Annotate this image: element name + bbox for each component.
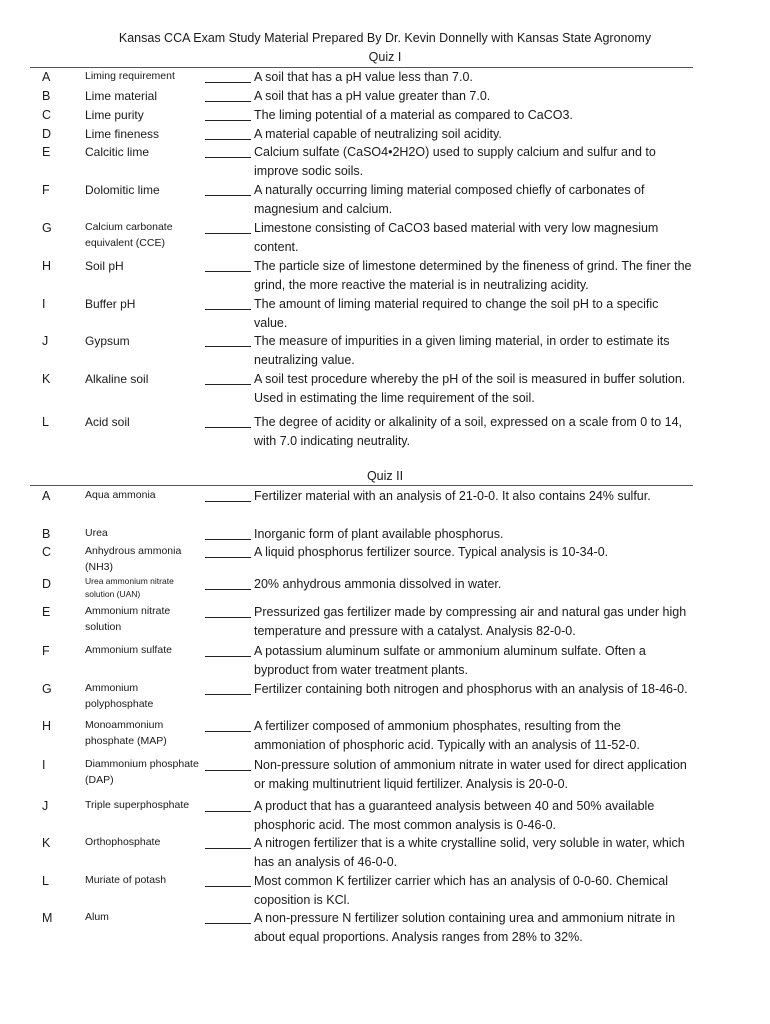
answer-blank[interactable]: [205, 731, 251, 732]
answer-blank[interactable]: [205, 539, 251, 540]
term-letter: D: [42, 127, 52, 141]
definition-text: Limestone consisting of CaCO3 based material with very low magnesium content.: [254, 221, 659, 254]
term-label: Ammonium sulfate: [85, 644, 172, 656]
term-letter: E: [42, 145, 51, 159]
term-letter: F: [42, 644, 50, 658]
answer-blank[interactable]: [205, 157, 251, 158]
answer-blank[interactable]: [205, 233, 251, 234]
term-label: Buffer pH: [85, 297, 136, 311]
answer-blank[interactable]: [205, 848, 251, 849]
definition-text: Fertilizer containing both nitrogen and phosphorus with an analysis of 18-46-0.: [254, 682, 688, 696]
definition-text: The degree of acidity or alkalinity of a soil, expressed on a scale from 0 to 14, with 7.0 indicating neutrality.: [254, 415, 683, 448]
term-letter: I: [42, 758, 46, 772]
term-label: Lime purity: [85, 108, 144, 122]
term-letter: B: [42, 89, 51, 103]
definition-text: Inorganic form of plant available phosphorus.: [254, 527, 504, 541]
term-letter: H: [42, 719, 52, 733]
definition-text: Non-pressure solution of ammonium nitrate in water used for direct application or making multinutrient liquid fertilizer. Analysis is 20-0-0.: [254, 758, 687, 791]
definition-text: A potassium aluminum sulfate or ammonium aluminum sulfate. Often a byproduct from water treatment plants.: [254, 644, 646, 677]
term-letter: B: [42, 527, 51, 541]
term-label: Alkaline soil: [85, 372, 149, 386]
term-letter: I: [42, 297, 46, 311]
term-letter: K: [42, 372, 51, 386]
term-letter: J: [42, 334, 49, 348]
definition-text: A fertilizer composed of ammonium phosphates, resulting from the ammoniation of phosphoric acid. Typically with an analysis of 11-52-0.: [254, 719, 640, 752]
term-label: Calcitic lime: [85, 145, 150, 159]
term-label: Muriate of potash: [85, 874, 167, 886]
answer-blank[interactable]: [205, 101, 251, 102]
answer-blank[interactable]: [205, 82, 251, 83]
term-letter: A: [42, 489, 51, 503]
term-label: Urea ammonium nitrate solution (UAN): [85, 576, 174, 599]
term-label: Acid soil: [85, 415, 130, 429]
term-label: Monoammonium phosphate (MAP): [85, 719, 167, 747]
definition-text: A soil that has a pH value greater than 7.0.: [254, 89, 491, 103]
quiz2-divider: [30, 485, 693, 486]
answer-blank[interactable]: [205, 811, 251, 812]
definition-text: The amount of liming material required to change the soil pH to a specific value.: [254, 297, 659, 330]
answer-blank[interactable]: [205, 656, 251, 657]
definition-text: A material capable of neutralizing soil acidity.: [254, 127, 502, 141]
answer-blank[interactable]: [205, 923, 251, 924]
term-label: Soil pH: [85, 259, 124, 273]
term-letter: F: [42, 183, 50, 197]
answer-blank[interactable]: [205, 309, 251, 310]
answer-blank[interactable]: [205, 384, 251, 385]
term-letter: C: [42, 108, 52, 122]
term-letter: H: [42, 259, 52, 273]
term-label: Lime fineness: [85, 127, 160, 141]
term-label: Ammonium polyphosphate: [85, 682, 154, 710]
answer-blank[interactable]: [205, 617, 251, 618]
term-label: Alum: [85, 911, 109, 923]
term-label: Diammonium phosphate (DAP): [85, 758, 199, 786]
term-letter: G: [42, 682, 52, 696]
term-label: Dolomitic lime: [85, 183, 160, 197]
term-label: Anhydrous ammonia (NH3): [85, 545, 182, 573]
term-letter: L: [42, 415, 49, 429]
definition-text: Calcium sulfate (CaSO4•2H2O) used to supply calcium and sulfur and to improve sodic soils.: [254, 145, 656, 178]
term-letter: A: [42, 70, 51, 84]
term-letter: G: [42, 221, 52, 235]
definition-text: 20% anhydrous ammonia dissolved in water.: [254, 577, 502, 591]
term-letter: L: [42, 874, 49, 888]
term-label: Lime material: [85, 89, 158, 103]
document-title: Kansas CCA Exam Study Material Prepared By Dr. Kevin Donnelly with Kansas State Agronomy: [118, 31, 652, 45]
definition-text: A soil test procedure whereby the pH of the soil is measured in buffer solution. Used in estimating the lime requirement of the soil.: [254, 372, 686, 405]
answer-blank[interactable]: [205, 886, 251, 887]
answer-blank[interactable]: [205, 589, 251, 590]
term-letter: C: [42, 545, 52, 559]
term-label: Urea: [85, 527, 108, 539]
answer-blank[interactable]: [205, 139, 251, 140]
answer-blank[interactable]: [205, 271, 251, 272]
answer-blank[interactable]: [205, 427, 251, 428]
definition-text: Most common K fertilizer carrier which has an analysis of 0-0-60. Chemical coposition is KCl.: [254, 874, 669, 907]
term-letter: K: [42, 836, 51, 850]
definition-text: A product that has a guaranteed analysis between 40 and 50% available phosphoric acid. The most common analysis is 0-46-0.: [254, 799, 655, 832]
term-label: Triple superphosphate: [85, 799, 190, 811]
term-letter: D: [42, 577, 52, 591]
answer-blank[interactable]: [205, 557, 251, 558]
term-label: Ammonium nitrate solution: [85, 605, 171, 633]
answer-blank[interactable]: [205, 694, 251, 695]
term-label: Aqua ammonia: [85, 489, 156, 501]
definition-text: Fertilizer material with an analysis of 21-0-0. It also contains 24% sulfur.: [254, 489, 651, 503]
term-letter: M: [42, 911, 53, 925]
definition-text: A nitrogen fertilizer that is a white crystalline solid, very soluble in water, which has an analysis of 46-0-0.: [254, 836, 685, 869]
answer-blank[interactable]: [205, 346, 251, 347]
term-label: Orthophosphate: [85, 836, 161, 848]
definition-text: A naturally occurring liming material composed chiefly of carbonates of magnesium and calcium.: [254, 183, 645, 216]
answer-blank[interactable]: [205, 770, 251, 771]
term-label: Liming requirement: [85, 70, 175, 82]
definition-text: The measure of impurities in a given liming material, in order to estimate its neutralizing value.: [254, 334, 670, 367]
term-label: Calcium carbonate equivalent (CCE): [85, 221, 173, 249]
term-letter: J: [42, 799, 49, 813]
answer-blank[interactable]: [205, 120, 251, 121]
answer-blank[interactable]: [205, 501, 251, 502]
definition-text: Pressurized gas fertilizer made by compressing air and natural gas under high temperature and pressure with a catalyst. Analysis 82-0-0.: [254, 605, 687, 638]
definition-text: A soil that has a pH value less than 7.0.: [254, 70, 473, 84]
answer-blank[interactable]: [205, 195, 251, 196]
definition-text: The particle size of limestone determined by the fineness of grind. The finer the grind, the more reactive the material is in neutralizing acidity.: [254, 259, 692, 292]
quiz1-title: Quiz I: [368, 50, 402, 64]
definition-text: A liquid phosphorus fertilizer source. Typical analysis is 10-34-0.: [254, 545, 609, 559]
quiz2-title: Quiz II: [366, 469, 404, 483]
term-letter: E: [42, 605, 51, 619]
definition-text: A non-pressure N fertilizer solution containing urea and ammonium nitrate in about equal proportions. Analysis ranges from 28% to 32%.: [254, 911, 676, 944]
term-label: Gypsum: [85, 334, 130, 348]
definition-text: The liming potential of a material as compared to CaCO3.: [254, 108, 573, 122]
